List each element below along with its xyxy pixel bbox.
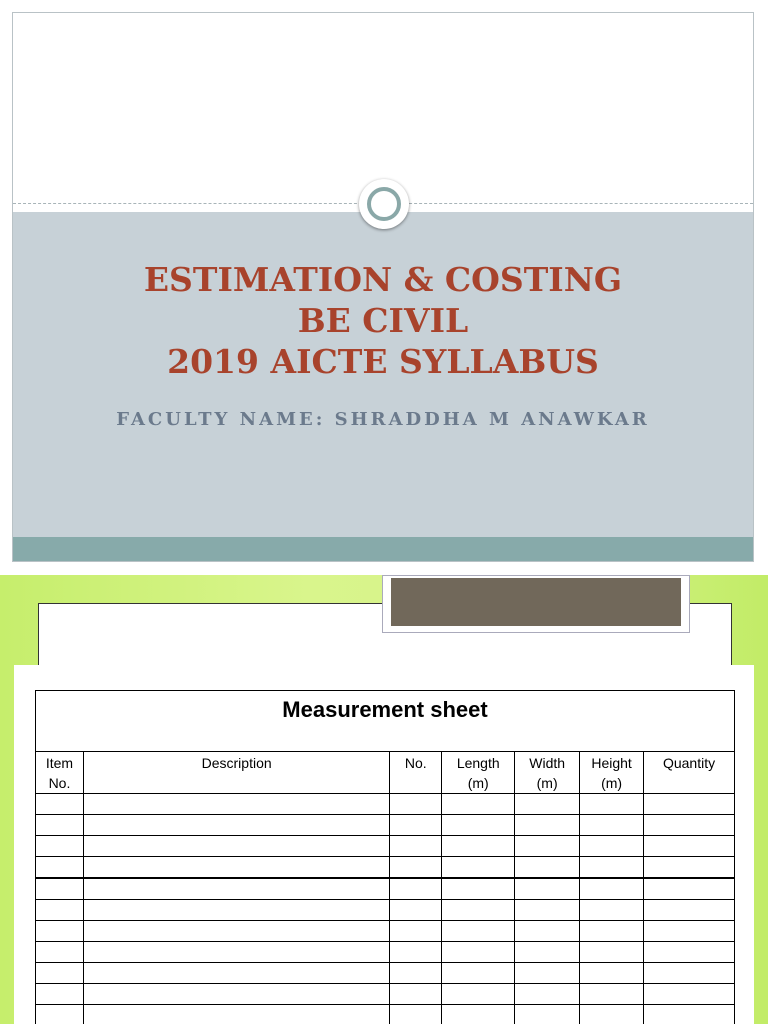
table-cell: [83, 815, 389, 836]
table-cell: [644, 963, 735, 984]
table-cell: [390, 857, 442, 879]
clipboard-paper: [14, 665, 754, 1024]
title-slide: [12, 12, 754, 562]
table-row: [36, 836, 735, 857]
col-header-item-no: [36, 752, 84, 794]
col-header-line: Length: [456, 755, 500, 771]
title-line-1: ESTIMATION & COSTING: [143, 260, 623, 299]
table-cell: [580, 984, 644, 1005]
table-cell: [36, 836, 84, 857]
table-cell: [442, 815, 515, 836]
col-header-width: [515, 752, 580, 794]
sheet-title: Measurement sheet: [36, 691, 735, 752]
table-row: [36, 900, 735, 921]
col-header-line: Item: [45, 755, 74, 771]
col-header-height: [580, 752, 644, 794]
table-cell: [83, 1005, 389, 1024]
table-cell: [390, 1005, 442, 1024]
title-line-3: 2019 AICTE SYLLABUS: [167, 342, 599, 381]
table-cell: [580, 878, 644, 900]
table-cell: [36, 963, 84, 984]
clipboard-clip: [382, 575, 690, 633]
table-cell: [515, 878, 580, 900]
table-cell: [442, 963, 515, 984]
table-row: [36, 942, 735, 963]
table-cell: [580, 900, 644, 921]
table-cell: [515, 900, 580, 921]
table-cell: [36, 900, 84, 921]
table-cell: [644, 815, 735, 836]
table-row: [36, 984, 735, 1005]
table-cell: [644, 836, 735, 857]
table-cell: [83, 836, 389, 857]
table-cell: [36, 1005, 84, 1024]
table-row: [36, 921, 735, 942]
table-cell: [515, 963, 580, 984]
measurement-slide: [0, 575, 768, 1024]
table-cell: [83, 878, 389, 900]
table-cell: [580, 836, 644, 857]
table-cell: [515, 794, 580, 815]
table-cell: [83, 984, 389, 1005]
table-cell: [390, 878, 442, 900]
table-cell: [83, 921, 389, 942]
table-cell: [36, 984, 84, 1005]
table-cell: [442, 984, 515, 1005]
table-row: [36, 857, 735, 879]
table-cell: [390, 984, 442, 1005]
table-cell: [515, 836, 580, 857]
measurement-sheet-table: [35, 690, 735, 1024]
table-cell: [390, 900, 442, 921]
table-cell: [83, 942, 389, 963]
clipboard-clip-plate: [391, 578, 681, 626]
table-cell: [644, 1005, 735, 1024]
table-cell: [36, 878, 84, 900]
slide-top-area: [13, 13, 753, 204]
table-cell: [442, 794, 515, 815]
col-header-line: (m): [467, 775, 489, 791]
col-header-line: Height: [591, 755, 632, 771]
table-cell: [580, 815, 644, 836]
table-cell: [580, 794, 644, 815]
col-header-length: [442, 752, 515, 794]
table-cell: [644, 942, 735, 963]
table-cell: [83, 857, 389, 879]
table-cell: [580, 857, 644, 879]
table-cell: [390, 794, 442, 815]
table-cell: [390, 942, 442, 963]
table-cell: [442, 942, 515, 963]
table-cell: [36, 942, 84, 963]
table-cell: [644, 794, 735, 815]
col-header-line: (m): [536, 775, 558, 791]
col-header-line: (m): [601, 775, 623, 791]
table-row: [36, 815, 735, 836]
table-cell: [442, 1005, 515, 1024]
sheet-body: [36, 794, 735, 1024]
table-cell: [36, 921, 84, 942]
table-cell: [442, 921, 515, 942]
table-cell: [83, 794, 389, 815]
col-header-quantity: [644, 752, 735, 794]
table-cell: [36, 794, 84, 815]
col-header-description: [83, 752, 389, 794]
table-cell: [390, 815, 442, 836]
table-cell: [644, 857, 735, 879]
table-row: [36, 878, 735, 900]
table-cell: [83, 900, 389, 921]
table-cell: [442, 836, 515, 857]
col-header-line: Quantity: [662, 755, 716, 771]
title-line-2: BE CIVIL: [297, 301, 469, 340]
table-cell: [580, 963, 644, 984]
table-cell: [515, 921, 580, 942]
table-cell: [442, 878, 515, 900]
col-header-no: [390, 752, 442, 794]
table-cell: [442, 857, 515, 879]
table-cell: [644, 878, 735, 900]
table-row: [36, 963, 735, 984]
table-cell: [36, 857, 84, 879]
slide-subtitle: FACULTY NAME: SHRADDHA M ANAWKAR: [116, 409, 650, 430]
table-cell: [515, 815, 580, 836]
table-cell: [515, 857, 580, 879]
table-cell: [580, 921, 644, 942]
table-cell: [390, 963, 442, 984]
table-cell: [390, 921, 442, 942]
sheet-header-row: [36, 752, 735, 794]
col-header-line: Description: [201, 755, 272, 771]
slide-footer-bar: [13, 537, 753, 562]
table-row: [36, 794, 735, 815]
ring-inner: [367, 187, 401, 221]
col-header-line: No.: [48, 775, 71, 791]
table-cell: [644, 900, 735, 921]
table-cell: [644, 921, 735, 942]
table-cell: [515, 1005, 580, 1024]
col-header-line: Width: [529, 755, 566, 771]
table-cell: [580, 1005, 644, 1024]
col-header-line: No.: [404, 755, 427, 771]
table-cell: [36, 815, 84, 836]
table-cell: [580, 942, 644, 963]
table-cell: [644, 984, 735, 1005]
table-cell: [83, 963, 389, 984]
table-cell: [442, 900, 515, 921]
slide-title: [13, 259, 753, 382]
table-cell: [515, 984, 580, 1005]
table-cell: [515, 942, 580, 963]
table-cell: [390, 836, 442, 857]
ring-ornament-icon: [359, 179, 409, 229]
table-row: [36, 1005, 735, 1024]
